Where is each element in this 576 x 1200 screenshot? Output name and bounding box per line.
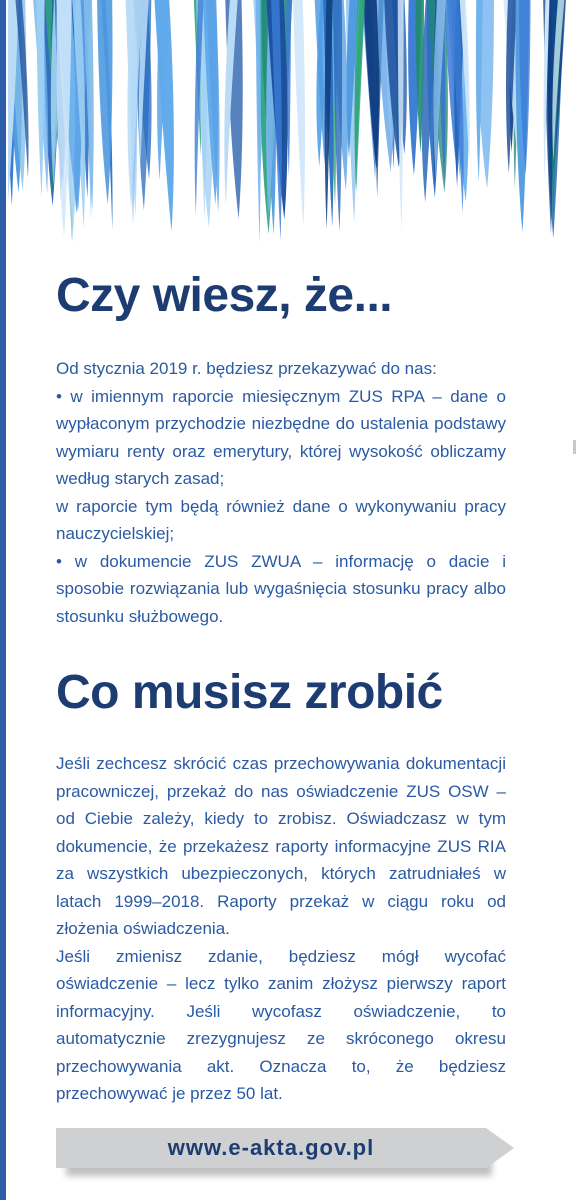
intro-lead: Od stycznia 2019 r. będziesz przekazywać do nas:: [56, 359, 437, 378]
action-paragraph-1: Jeśli zechcesz skrócić czas przechowywania dokumentacji pracowniczej, przekaż do nas oświadczenie ZUS OSW – od Ciebie zależy, kiedy to zrobisz. Oświadczasz w tym dokumencie, że przekażesz raporty informacyjne ZUS RIA za wszystkich ubezpieczonych, których zatrudniałeś w latach 1999–2018. Raporty przekaż w ciągu roku od złożenia oświadczenia.: [56, 754, 506, 938]
intro-note: w raporcie tym będą również dane o wykonywaniu pracy nauczycielskiej;: [56, 496, 506, 543]
website-link[interactable]: www.e-akta.gov.pl: [167, 1135, 375, 1160]
intro-text: [56, 355, 506, 630]
action-paragraph-2: Jeśli zmienisz zdanie, będziesz mógł wycofać oświadczenie – lecz tylko zanim złożysz pierwszy raport informacyjny. Jeśli wycofasz oświadczenie, to automatycznie zrezygnujesz ze skróconego okresu przechowywania akt. Oznacza to, że będziesz przechowywać je przez 50 lat.: [56, 946, 506, 1103]
heading-what-to-do: Co musisz zrobić: [56, 666, 443, 719]
heading-did-you-know: Czy wiesz, że...: [56, 269, 393, 322]
left-accent-rule: [0, 0, 6, 1200]
intro-bullet-rpa: • w imiennym raporcie miesięcznym ZUS RPA – dane o wypłaconym przychodzie niezbędne do ustalenia podstawy wymiaru renty oraz emerytury, której wysokość obliczamy według starych zasad;: [56, 386, 506, 488]
intro-bullet-zwua: • w dokumencie ZUS ZWUA – informację o dacie i sposobie rozwiązania lub wygaśnięcia stosunku pracy albo stosunku służbowego.: [56, 551, 506, 626]
website-banner[interactable]: [56, 1128, 486, 1168]
hero-image-blue-hair: [8, 0, 576, 250]
action-text: [56, 750, 506, 1108]
banner-arrow-tail: [486, 1128, 514, 1168]
